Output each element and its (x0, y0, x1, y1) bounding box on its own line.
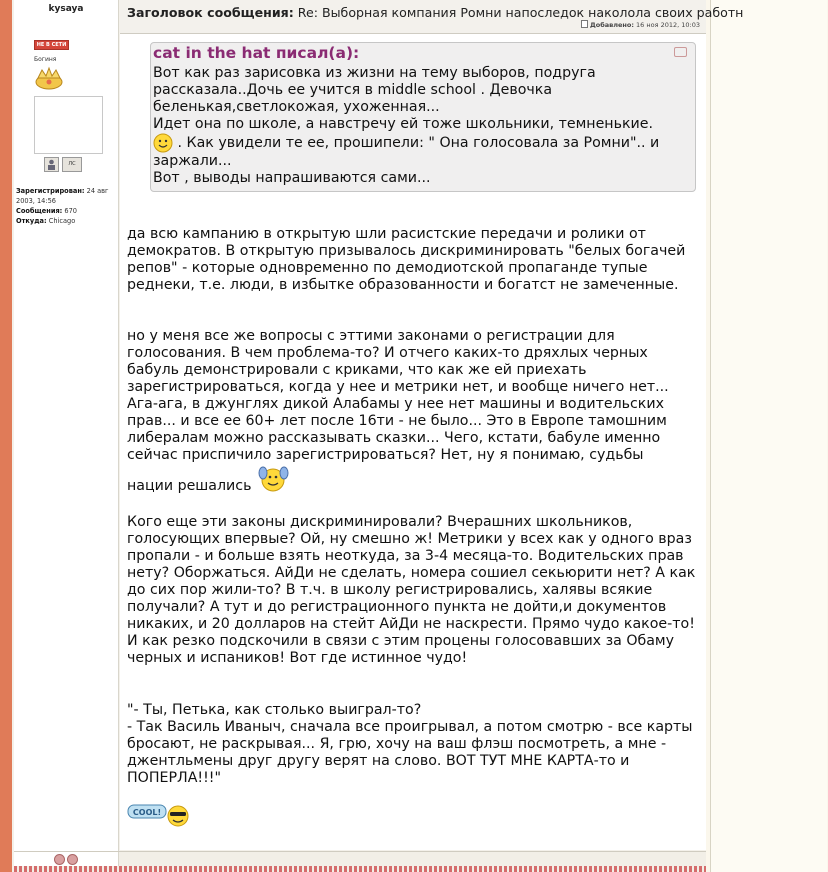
quote-line: Вот как раз зарисовка из жизни на тему выборов, подруга рассказала..Дочь ее учится в middle school . Девочка беленькая,светлокожая, ухоженная... (153, 65, 596, 115)
posted-label: Добавлено: (589, 21, 634, 29)
location-label: Откуда: (16, 217, 47, 225)
back-to-top-icon[interactable] (54, 854, 65, 865)
profile-button[interactable] (44, 157, 59, 172)
posts-value: 670 (64, 207, 78, 215)
subject-label: Заголовок сообщения: (127, 5, 294, 20)
cool-label: COOL! (132, 808, 162, 817)
dialogue-line: "- Ты, Петька, как столько выиграл-то? (127, 702, 422, 718)
location-value: Chicago (48, 217, 76, 225)
post-date (581, 20, 700, 29)
quote-line: Идет она по школе, а навстречу ей тоже школьники, темненькие. (153, 116, 653, 132)
pm-button[interactable] (62, 157, 82, 172)
quote-reply-icon[interactable] (674, 47, 687, 57)
post-subject (127, 5, 743, 20)
quote-line (153, 133, 691, 170)
quote-text (153, 65, 691, 187)
subject-value: Re: Выборная компания Ромни напоследок наколола своих работн (297, 5, 744, 20)
post-paragraph-text: но у меня все же вопросы с эттими законами о регистрации для голосования. В чем проблема-то? И отчего каких-то дряхлых черных бабуль демонстрировали с криками, что как же ей приехать зарегистрироваться, когда у нее и метрики нет, и вообще ничего нет... Ага-ага, в джунглях дикой Алабамы у нее нет машины и водительских прав... и все ее 60+ лет после 16ти - не было... Это в Европе тамошним либералам можно рассказывать сказки... Чего, кстати, бабуле именно сейчас приспичило зарегистрироваться? Нет, ну я понимаю, судьбы (127, 328, 669, 463)
posted-value: 16 ноя 2012, 10:03 (636, 21, 700, 29)
post-body (120, 34, 706, 850)
footer-left (14, 852, 119, 866)
post-paragraph: Кого еще эти законы дискриминировали? Вчерашних школьников, голосующих впервые? Ой, ну смешно ж! Метрики у всех как у одного враз пропали - и больше взять неоткуда, за 3-4 месяца-то. Водительских прав нету? Оборжаться. АйДи не сделать, номера сошиел секьюрити нет? А как до сих пор жили-то? В т.ч. в школу регистрировались, халявы всякие получали? А тут и до регистрационного пункта не дойти,и документов никаких, и 20 долларов на стейт АйДи не наскрести. Прямо чудо какое-то! И как резко подскочили в связи с этим процены голосовавших за Обаму черных и испаников! Вот где истинное чудо! (127, 514, 696, 666)
author-username[interactable]: kysaya (48, 4, 84, 14)
clapping-smiley-icon (256, 464, 292, 494)
pm-button-label: ЛС (68, 161, 76, 167)
post-footer (14, 851, 706, 866)
post-header (120, 0, 744, 34)
quote-author: cat in the hat писал(а): (153, 44, 360, 62)
smile-icon (153, 133, 173, 153)
cool-sunglasses-icon (127, 802, 191, 828)
post-paragraph-end: нации решались (127, 478, 252, 494)
dialogue-line: - Так Василь Иваныч, сначала все проигрывал, а потом смотрю - все карты бросают, не раскрывая... Я, грю, хочу на ваш флэш посмотреть, а мне - джентльмены друг другу верят на слово. ВОТ ТУТ МНЕ КАРТА-то и ПОПЕРЛА!!!" (127, 719, 693, 786)
post-paragraph: да всю кампанию в открытую шли расистские передачи и ролики от демократов. В открытую призывалось дискриминировать "белых богачей репов" - которые одновременно по демодиотской пропаганде тупые реднеки, т.е. люди, в избытке образованности и богатст не замеченные. (127, 226, 686, 293)
post-link-icon[interactable] (581, 20, 588, 28)
author-panel (14, 0, 119, 872)
post-separator (14, 866, 706, 872)
profile-icon (47, 159, 56, 170)
registered-value: 24 авг 2003, 14:56 (16, 187, 109, 205)
author-rank: Богиня (34, 56, 57, 63)
posts-label: Сообщения: (16, 207, 63, 215)
post-paragraph (127, 702, 701, 787)
author-meta (16, 186, 116, 226)
status-badge: НЕ В СЕТИ (34, 40, 69, 50)
back-to-top-icon[interactable] (67, 854, 78, 865)
avatar (34, 96, 103, 154)
rank-crown-icon (34, 66, 64, 90)
quote-line-text: . Как увидели те ее, прошипели: " Она голосовала за Ромни".. и заржали... (153, 135, 660, 169)
cool-smiley (127, 802, 191, 833)
post-paragraph (127, 328, 701, 495)
registered-label: Зарегистрирован: (16, 187, 85, 195)
quote-block (150, 42, 696, 192)
quote-line: Вот , выводы напрашиваются сами... (153, 170, 431, 186)
right-panel (710, 0, 827, 872)
